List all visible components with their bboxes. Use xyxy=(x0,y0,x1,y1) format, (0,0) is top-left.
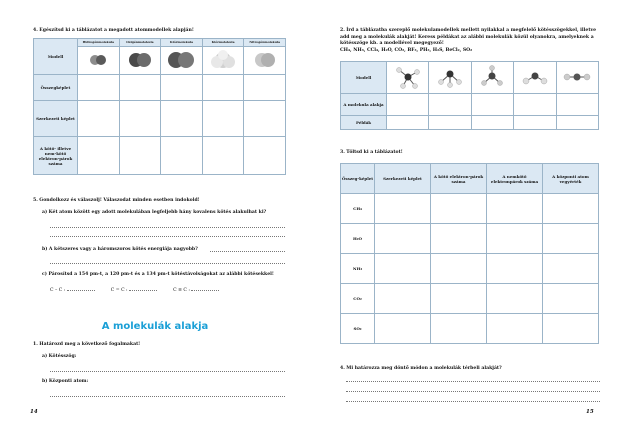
answer-line[interactable] xyxy=(210,251,285,252)
answer-cell[interactable] xyxy=(375,254,431,284)
question-1b xyxy=(42,379,292,386)
col-header: Klórmolekula xyxy=(202,39,244,47)
row-formula: CO₂ xyxy=(341,284,375,314)
answer-cell[interactable] xyxy=(543,254,599,284)
answer-cell[interactable] xyxy=(78,75,120,101)
row-label-structural: Szerkezeti képlet xyxy=(34,101,78,137)
question-text: Két atom között egy adott molekulában legfeljebb hány kovalens kötés alakulhat ki? xyxy=(48,210,267,215)
question-label: a) xyxy=(42,210,48,215)
pyramidal-model-cell xyxy=(429,62,471,94)
answer-cell[interactable] xyxy=(431,254,487,284)
answer-cell[interactable] xyxy=(375,224,431,254)
molecule-shape-table xyxy=(340,61,599,130)
row-formula: SO₂ xyxy=(341,314,375,344)
trigonal-molecule-icon xyxy=(475,64,509,90)
answer-cell[interactable] xyxy=(244,101,286,137)
exercise-text: Egészítsd ki a táblázatot a megadott atommodellek alapján! xyxy=(39,28,194,33)
col-header: A kötő elektron-párok száma xyxy=(431,164,487,194)
o2-model-cell xyxy=(119,47,161,75)
exercise-4-heading-right xyxy=(340,366,605,373)
fill-in-table xyxy=(340,163,599,344)
single-bond-answer[interactable] xyxy=(67,286,95,291)
answer-cell[interactable] xyxy=(161,137,203,175)
answer-cell[interactable] xyxy=(431,314,487,344)
answer-line[interactable] xyxy=(346,391,600,392)
tetrahedral-molecule-icon xyxy=(391,64,425,90)
answer-cell[interactable] xyxy=(471,94,513,116)
answer-cell[interactable] xyxy=(543,284,599,314)
question-text: Kötésszög: xyxy=(48,354,77,359)
answer-line[interactable] xyxy=(50,371,285,372)
formula-list: CH₄, NH₃, CCl₄, H₂O, CO₂, BF₃, PH₃, H₂S, BeCl₂, SO₂ xyxy=(340,47,473,53)
section-title: A molekulák alakja xyxy=(101,321,209,332)
exercise-number: 2. xyxy=(340,28,345,33)
chlorine-molecule-icon xyxy=(206,50,240,70)
double-bond-label: C = C : xyxy=(110,288,128,293)
hydrogen-molecule-icon xyxy=(86,53,110,67)
answer-line[interactable] xyxy=(50,227,285,228)
answer-cell[interactable] xyxy=(514,94,556,116)
answer-line[interactable] xyxy=(346,401,600,402)
answer-cell[interactable] xyxy=(487,314,543,344)
answer-line[interactable] xyxy=(50,236,285,237)
col-header: Nitrogénmolekula xyxy=(244,39,286,47)
tetrahedral-model-cell xyxy=(387,62,429,94)
question-1a xyxy=(42,354,292,361)
answer-cell[interactable] xyxy=(119,137,161,175)
question-text: Központi atom: xyxy=(48,379,89,384)
answer-cell[interactable] xyxy=(161,75,203,101)
answer-cell[interactable] xyxy=(375,314,431,344)
row-label-formula: Összegképlet xyxy=(34,75,78,101)
linear-molecule-icon xyxy=(560,64,594,90)
question-label: b) xyxy=(42,247,48,252)
answer-cell[interactable] xyxy=(429,116,471,130)
answer-cell[interactable] xyxy=(375,194,431,224)
exercise-2-heading xyxy=(340,28,605,54)
answer-cell[interactable] xyxy=(375,284,431,314)
double-bond-answer[interactable] xyxy=(129,286,157,291)
exercise-text: Írd a táblázatba szereplő molekulamodellek mellett nyilakkal a megfelelő kötésszögekkel, illetve add meg a molekulák alakját! Keress példákat az alábbi molekulák közül olyanokra, amelyeknek a kötésszöge kb. a modellével megegyező! xyxy=(340,28,597,47)
answer-cell[interactable] xyxy=(556,116,598,130)
row-formula: CH₄ xyxy=(341,194,375,224)
answer-cell[interactable] xyxy=(387,94,429,116)
right-page xyxy=(310,0,620,439)
exercise-number: 4. xyxy=(340,366,345,371)
answer-cell[interactable] xyxy=(487,194,543,224)
nitrogen-molecule-icon xyxy=(250,51,280,69)
exercise-number: 1. xyxy=(33,342,38,347)
exercise-1-heading xyxy=(33,342,293,349)
row-label-examples: Példák xyxy=(341,116,387,130)
page-number: 15 xyxy=(586,409,594,415)
exercise-3-heading xyxy=(340,150,600,157)
answer-cell[interactable] xyxy=(431,194,487,224)
cl2-model-cell-2 xyxy=(202,47,244,75)
answer-line[interactable] xyxy=(346,381,600,382)
row-label-electron-pairs: A kötő- illetve nem-kötő elektron-párok száma xyxy=(34,137,78,175)
question-label: b) xyxy=(42,379,48,384)
exercise-4-heading xyxy=(33,28,293,35)
answer-cell[interactable] xyxy=(119,75,161,101)
answer-cell[interactable] xyxy=(487,254,543,284)
col-header: Összeg-képlet xyxy=(341,164,375,194)
col-header: A nemkötő elektronpárok száma xyxy=(487,164,543,194)
answer-cell[interactable] xyxy=(471,116,513,130)
col-header: A központi atom vegyérték xyxy=(543,164,599,194)
bond-length-row xyxy=(50,286,290,295)
answer-cell[interactable] xyxy=(202,75,244,101)
page-number: 14 xyxy=(30,409,38,415)
exercise-number: 5. xyxy=(33,198,38,203)
answer-line[interactable] xyxy=(50,263,285,264)
question-5a xyxy=(42,210,292,217)
answer-cell[interactable] xyxy=(543,314,599,344)
triple-bond-label: C ≡ C : xyxy=(173,288,190,293)
answer-cell[interactable] xyxy=(431,284,487,314)
bent-model-cell xyxy=(514,62,556,94)
answer-cell[interactable] xyxy=(78,101,120,137)
question-5c xyxy=(42,272,292,279)
bent-molecule-icon xyxy=(518,64,552,90)
answer-cell[interactable] xyxy=(487,224,543,254)
question-text: A kétszeres vagy a háromszoros kötés energiája nagyobb? xyxy=(48,247,198,252)
answer-cell[interactable] xyxy=(431,224,487,254)
exercise-text: Határozd meg a következő fogalmakat! xyxy=(39,342,141,347)
answer-cell[interactable] xyxy=(514,116,556,130)
question-label: c) xyxy=(42,272,47,277)
answer-cell[interactable] xyxy=(202,101,244,137)
answer-cell[interactable] xyxy=(487,284,543,314)
exercise-number: 3. xyxy=(340,150,345,155)
col-header: Oxigénmolekula xyxy=(119,39,161,47)
answer-line[interactable] xyxy=(50,396,285,397)
row-label-shape: A molekula alakja xyxy=(341,94,387,116)
col-header: Szerkezeti képlet xyxy=(375,164,431,194)
answer-cell[interactable] xyxy=(244,137,286,175)
row-formula: H₂O xyxy=(341,224,375,254)
pyramidal-molecule-icon xyxy=(433,64,467,90)
cl2-model-cell xyxy=(161,47,203,75)
linear-model-cell xyxy=(556,62,598,94)
exercise-text: Töltsd ki a táblázatot! xyxy=(346,150,403,155)
row-label-model: Modell xyxy=(341,62,387,94)
answer-cell[interactable] xyxy=(78,137,120,175)
answer-cell[interactable] xyxy=(429,94,471,116)
answer-cell[interactable] xyxy=(202,137,244,175)
h2-model-cell xyxy=(78,47,120,75)
exercise-number: 4. xyxy=(33,28,38,33)
chlorine-molecule-icon xyxy=(164,51,198,69)
single-bond-label: C – C : xyxy=(50,288,66,293)
answer-cell[interactable] xyxy=(387,116,429,130)
col-header: Klórmolekula xyxy=(161,39,203,47)
question-label: a) xyxy=(42,354,48,359)
answer-cell[interactable] xyxy=(543,194,599,224)
exercise-text: Gondolkozz és válaszolj! Válaszodat minden esetben indokold! xyxy=(39,198,200,203)
answer-cell[interactable] xyxy=(244,75,286,101)
answer-cell[interactable] xyxy=(543,224,599,254)
question-text: Párosítsd a 154 pm-t, a 120 pm-t és a 134 pm-t kötéstávolságokat az alábbi kötésekkel! xyxy=(48,272,274,277)
answer-cell[interactable] xyxy=(556,94,598,116)
row-formula: NH₃ xyxy=(341,254,375,284)
oxygen-molecule-icon xyxy=(125,52,155,68)
triple-bond-answer[interactable] xyxy=(191,286,219,291)
exercise-5-heading xyxy=(33,198,293,205)
atom-model-table xyxy=(33,38,286,175)
answer-cell[interactable] xyxy=(161,101,203,137)
trigonal-model-cell xyxy=(471,62,513,94)
col-header: Hidrogénmolekula xyxy=(78,39,120,47)
row-label-model: Modell xyxy=(34,39,78,75)
n2-model-cell xyxy=(244,47,286,75)
exercise-text: Mi határozza meg döntő módon a molekulák térbeli alakját? xyxy=(346,366,502,371)
answer-cell[interactable] xyxy=(119,101,161,137)
